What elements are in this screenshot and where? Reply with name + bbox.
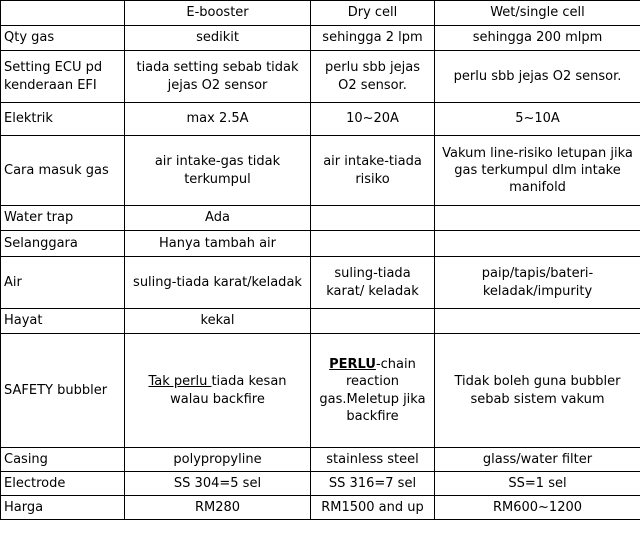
cell-ebooster: suling-tiada karat/keladak — [125, 257, 311, 309]
cell-dry-cell — [311, 206, 435, 231]
table-row — [1, 206, 640, 231]
cell-wet-cell: Tidak boleh guna bubbler sebab sistem vakum — [435, 334, 640, 448]
cell-wet-cell: Vakum line-risiko letupan jika gas terkumpul dlm intake manifold — [435, 136, 640, 206]
cell-dry-cell: SS 316=7 sel — [311, 472, 435, 496]
cell-wet-cell: glass/water filter — [435, 448, 640, 472]
header-wet-cell: Wet/single cell — [435, 1, 640, 26]
table-row — [1, 472, 640, 496]
row-label: Harga — [1, 496, 125, 520]
cell-text: tiada kesan walau backfire — [170, 374, 287, 407]
cell-ebooster — [125, 334, 311, 448]
row-label: Casing — [1, 448, 125, 472]
cell-ebooster: RM280 — [125, 496, 311, 520]
cell-wet-cell: SS=1 sel — [435, 472, 640, 496]
cell-wet-cell — [435, 231, 640, 257]
row-label: Hayat — [1, 309, 125, 334]
row-label: Air — [1, 257, 125, 309]
row-label: Water trap — [1, 206, 125, 231]
cell-dry-cell: stainless steel — [311, 448, 435, 472]
header-ebooster: E-booster — [125, 1, 311, 26]
row-label: SAFETY bubbler — [1, 334, 125, 448]
cell-dry-cell: perlu sbb jejas O2 sensor. — [311, 51, 435, 103]
cell-dry-cell: suling-tiada karat/ keladak — [311, 257, 435, 309]
cell-ebooster: air intake-gas tidak terkumpul — [125, 136, 311, 206]
row-label: Setting ECU pd kenderaan EFI — [1, 51, 125, 103]
cell-dry-cell — [311, 309, 435, 334]
cell-ebooster: sedikit — [125, 26, 311, 51]
emphasis-note: PERLU — [329, 357, 376, 373]
table-row — [1, 334, 640, 448]
cell-ebooster: Hanya tambah air — [125, 231, 311, 257]
row-label: Electrode — [1, 472, 125, 496]
cell-wet-cell: paip/tapis/bateri-keladak/impurity — [435, 257, 640, 309]
table-row — [1, 309, 640, 334]
cell-ebooster: max 2.5A — [125, 103, 311, 136]
cell-ebooster: polypropyline — [125, 448, 311, 472]
cell-ebooster: SS 304=5 sel — [125, 472, 311, 496]
cell-dry-cell — [311, 334, 435, 448]
header-cell-empty — [1, 1, 125, 26]
table-row — [1, 136, 640, 206]
cell-wet-cell — [435, 309, 640, 334]
header-dry-cell: Dry cell — [311, 1, 435, 26]
table-row — [1, 103, 640, 136]
cell-wet-cell: sehingga 200 mlpm — [435, 26, 640, 51]
header-row — [1, 1, 640, 26]
table-row — [1, 496, 640, 520]
cell-dry-cell — [311, 231, 435, 257]
cell-wet-cell — [435, 206, 640, 231]
row-label: Elektrik — [1, 103, 125, 136]
table-row — [1, 448, 640, 472]
cell-wet-cell: perlu sbb jejas O2 sensor. — [435, 51, 640, 103]
cell-wet-cell: RM600~1200 — [435, 496, 640, 520]
table-row — [1, 257, 640, 309]
cell-dry-cell: air intake-tiada risiko — [311, 136, 435, 206]
cell-dry-cell: RM1500 and up — [311, 496, 435, 520]
cell-wet-cell: 5~10A — [435, 103, 640, 136]
row-label: Qty gas — [1, 26, 125, 51]
cell-text: -chain reaction gas.Meletup jika backfire — [319, 357, 426, 424]
table-row — [1, 26, 640, 51]
table-row — [1, 51, 640, 103]
underlined-note: Tak perlu — [148, 374, 212, 390]
cell-ebooster: tiada setting sebab tidak jejas O2 sensor — [125, 51, 311, 103]
cell-ebooster: kekal — [125, 309, 311, 334]
row-label: Selanggara — [1, 231, 125, 257]
cell-dry-cell: 10~20A — [311, 103, 435, 136]
cell-ebooster: Ada — [125, 206, 311, 231]
table-row — [1, 231, 640, 257]
row-label: Cara masuk gas — [1, 136, 125, 206]
cell-dry-cell: sehingga 2 lpm — [311, 26, 435, 51]
